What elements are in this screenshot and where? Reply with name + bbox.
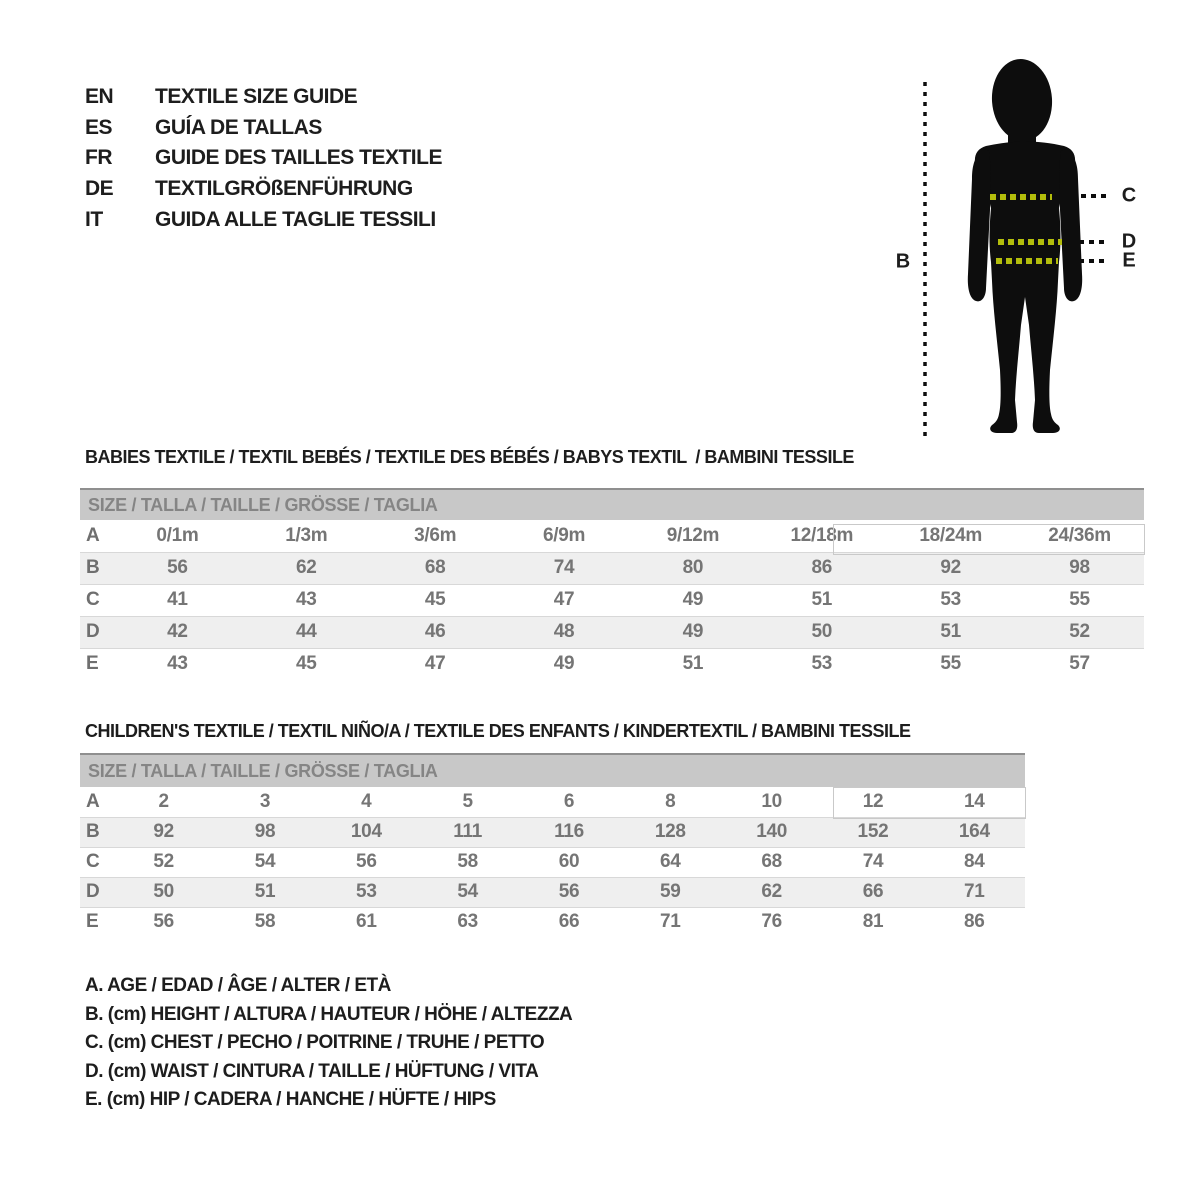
size-cell: 54 <box>457 881 478 902</box>
silhouette-svg <box>880 50 1140 450</box>
size-cell: 59 <box>660 881 681 902</box>
size-cell: 60 <box>558 851 580 872</box>
language-row <box>85 143 442 174</box>
table-row <box>80 520 1144 552</box>
size-cell: 63 <box>457 911 478 933</box>
language-code: DE <box>85 177 114 201</box>
children-section-title: CHILDREN'S TEXTILE / TEXTIL NIÑO/A / TEXTILE DES ENFANTS / KINDERTEXTIL / BAMBINI TESSILE <box>85 721 911 741</box>
size-cell: 86 <box>811 557 833 578</box>
size-cell: 45 <box>424 589 446 610</box>
size-cell: 116 <box>554 821 584 842</box>
table-row <box>80 907 1025 937</box>
size-cell: 57 <box>1069 653 1090 675</box>
size-cell: 3/6m <box>414 524 457 546</box>
size-cell: 10 <box>761 790 782 812</box>
legend-item: E. (cm) HIP / CADERA / HANCHE / HÜFTE / HIPS <box>85 1089 496 1111</box>
babies-size-table <box>80 488 1144 680</box>
size-cell: 61 <box>356 911 377 933</box>
size-cell: 52 <box>153 851 174 872</box>
size-cell: 111 <box>453 821 482 842</box>
size-cell: 50 <box>811 621 833 642</box>
language-row <box>85 82 442 113</box>
size-cell: 51 <box>940 621 961 642</box>
table-row <box>80 817 1025 847</box>
measure-label-e: E <box>1122 249 1136 272</box>
legend-item: B. (cm) HEIGHT / ALTURA / HAUTEUR / HÖHE / ALTEZZA <box>85 1003 573 1025</box>
babies-table-grid <box>80 520 1144 680</box>
size-cell: 9/12m <box>666 524 720 546</box>
table-row <box>80 552 1144 584</box>
row-label: E <box>86 653 99 675</box>
size-cell: 56 <box>558 881 580 902</box>
size-cell: 46 <box>424 621 446 642</box>
size-cell: 128 <box>654 821 686 842</box>
size-cell: 51 <box>811 589 833 610</box>
size-cell: 6/9m <box>543 524 586 546</box>
children-size-table <box>80 753 1025 937</box>
size-cell: 6 <box>563 790 575 812</box>
language-row <box>85 113 442 144</box>
size-cell: 56 <box>167 557 188 578</box>
size-cell: 68 <box>424 557 446 578</box>
row-label: D <box>86 621 100 642</box>
size-cell: 2 <box>158 790 169 812</box>
size-cell: 76 <box>761 911 782 933</box>
row-label: D <box>86 881 100 902</box>
row-label: C <box>86 589 100 610</box>
size-cell: 80 <box>682 557 704 578</box>
size-cell: 55 <box>940 653 961 675</box>
table-row <box>80 877 1025 907</box>
row-label: B <box>86 557 100 578</box>
size-cell: 58 <box>457 851 478 872</box>
size-cell: 152 <box>857 821 889 842</box>
size-cell: 64 <box>660 851 681 872</box>
size-cell: 164 <box>958 821 990 842</box>
size-cell: 66 <box>558 911 580 933</box>
table-row <box>80 616 1144 648</box>
legend-item: C. (cm) CHEST / PECHO / POITRINE / TRUHE / PETTO <box>85 1032 545 1054</box>
size-header-bar: SIZE / TALLA / TAILLE / GRÖSSE / TAGLIA <box>80 488 1144 520</box>
size-cell: 47 <box>553 589 575 610</box>
size-cell: 53 <box>811 653 833 675</box>
size-cell: 92 <box>153 821 174 842</box>
size-cell: 3 <box>259 790 271 812</box>
size-cell: 74 <box>862 851 884 872</box>
size-cell: 81 <box>862 911 884 933</box>
table-row <box>80 847 1025 877</box>
size-cell: 56 <box>153 911 174 933</box>
size-cell: 1/3m <box>285 524 328 546</box>
babies-section-title: BABIES TEXTILE / TEXTIL BEBÉS / TEXTILE DES BÉBÉS / BABYS TEXTIL / BAMBINI TESSILE <box>85 447 854 467</box>
row-label: A <box>86 790 100 812</box>
legend-item: D. (cm) WAIST / CINTURA / TAILLE / HÜFTUNG / VITA <box>85 1060 539 1082</box>
size-cell: 74 <box>553 557 575 578</box>
size-cell: 56 <box>356 851 377 872</box>
language-title: TEXTILE SIZE GUIDE <box>155 85 358 109</box>
size-cell: 104 <box>350 821 382 842</box>
row-label: E <box>86 911 99 933</box>
size-cell: 71 <box>964 881 985 902</box>
size-cell: 84 <box>964 851 985 872</box>
language-code: EN <box>85 85 114 109</box>
size-cell: 62 <box>296 557 317 578</box>
legend-item: A. AGE / EDAD / ÂGE / ALTER / ETÀ <box>85 975 391 996</box>
row-label: C <box>86 851 100 872</box>
language-title: TEXTILGRÖßENFÜHRUNG <box>155 177 413 201</box>
size-cell: 50 <box>153 881 174 902</box>
size-cell: 24/36m <box>1048 524 1111 546</box>
size-cell: 47 <box>424 653 446 675</box>
table-row <box>80 584 1144 616</box>
measure-label-b: B <box>895 250 911 273</box>
size-cell: 68 <box>761 851 782 872</box>
size-cell: 49 <box>682 589 704 610</box>
size-cell: 98 <box>254 821 276 842</box>
size-cell: 66 <box>862 881 884 902</box>
language-title: GUIDA ALLE TAGLIE TESSILI <box>155 207 436 231</box>
language-row <box>85 174 442 205</box>
language-code: ES <box>85 115 113 139</box>
language-code: FR <box>85 146 112 170</box>
size-cell: 43 <box>167 653 188 675</box>
children-table-grid <box>80 787 1025 937</box>
size-cell: 45 <box>296 653 317 675</box>
size-cell: 44 <box>296 621 317 642</box>
size-cell: 41 <box>167 589 188 610</box>
language-title: GUÍA DE TALLAS <box>155 115 322 139</box>
size-cell: 86 <box>964 911 985 933</box>
size-cell: 62 <box>761 881 782 902</box>
size-cell: 51 <box>254 881 276 902</box>
table-row <box>80 787 1025 817</box>
size-cell: 49 <box>682 621 704 642</box>
size-cell: 71 <box>660 911 681 933</box>
size-cell: 98 <box>1069 557 1090 578</box>
size-cell: 12/18m <box>790 524 854 546</box>
size-cell: 52 <box>1069 621 1090 642</box>
size-cell: 54 <box>254 851 276 872</box>
size-cell: 92 <box>940 557 961 578</box>
size-cell: 53 <box>356 881 377 902</box>
language-list <box>85 82 442 235</box>
size-cell: 55 <box>1069 589 1090 610</box>
body-silhouette <box>968 57 1082 433</box>
size-cell: 4 <box>361 790 372 812</box>
size-cell: 49 <box>553 653 575 675</box>
size-cell: 140 <box>756 821 788 842</box>
size-cell: 53 <box>940 589 961 610</box>
size-cell: 42 <box>167 621 188 642</box>
measure-label-d: D <box>1121 230 1137 253</box>
size-cell: 12 <box>862 790 884 812</box>
language-row <box>85 204 442 235</box>
row-label: A <box>86 524 100 546</box>
silhouette-figure <box>880 50 1140 450</box>
size-header-bar: SIZE / TALLA / TAILLE / GRÖSSE / TAGLIA <box>80 753 1025 787</box>
measurement-legend <box>85 972 572 1115</box>
measure-label-c: C <box>1121 184 1137 207</box>
size-cell: 48 <box>553 621 575 642</box>
size-cell: 0/1m <box>156 524 199 546</box>
row-label: B <box>86 821 100 842</box>
language-code: IT <box>85 207 103 231</box>
size-cell: 8 <box>665 790 676 812</box>
size-cell: 51 <box>682 653 704 675</box>
size-cell: 14 <box>964 790 985 812</box>
size-cell: 5 <box>462 790 473 812</box>
language-title: GUIDE DES TAILLES TEXTILE <box>155 146 442 170</box>
size-cell: 43 <box>296 589 317 610</box>
right-arm <box>1059 149 1082 301</box>
left-arm <box>968 149 991 301</box>
size-cell: 18/24m <box>919 524 982 546</box>
size-cell: 58 <box>254 911 276 933</box>
table-row <box>80 648 1144 680</box>
